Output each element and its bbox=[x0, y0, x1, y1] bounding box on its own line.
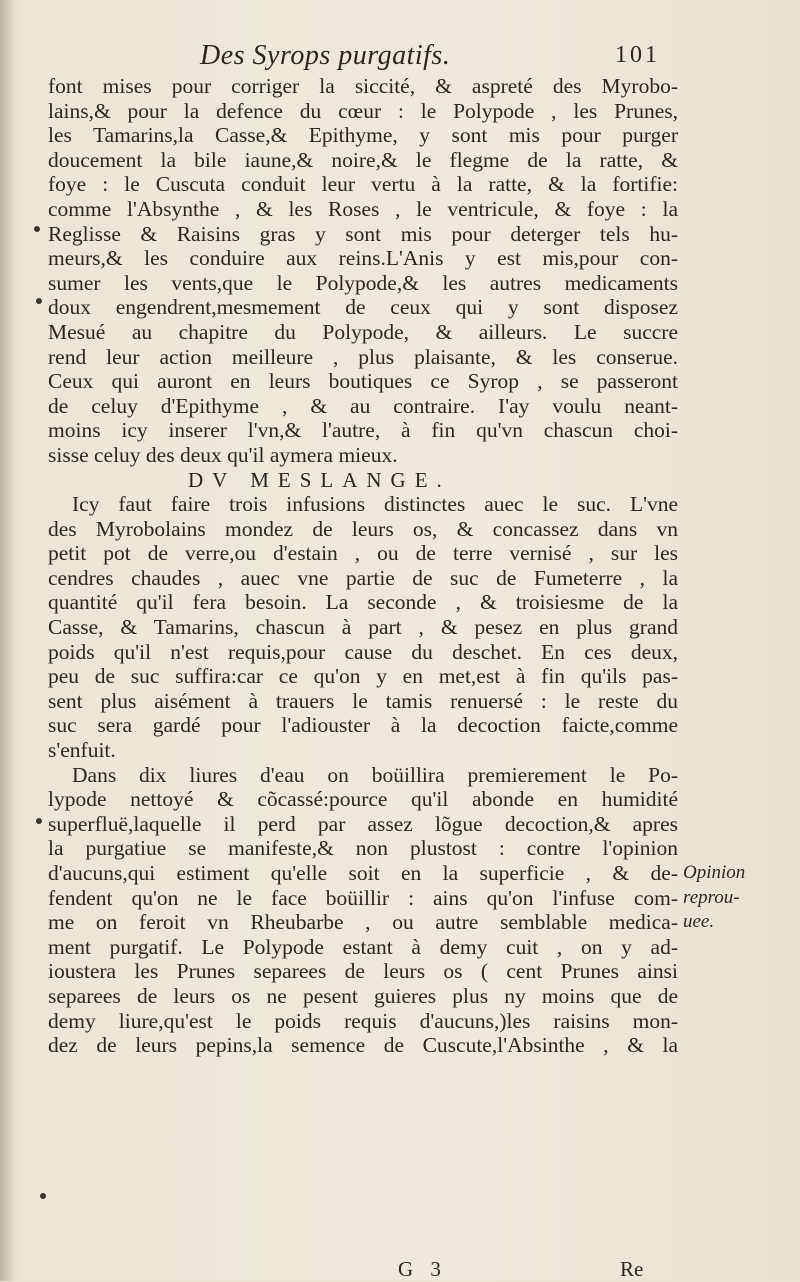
text-line: quantité qu'il fera besoin. La seconde , & troisiesme de la bbox=[48, 590, 678, 615]
text-line: cendres chaudes , auec vne partie de suc de Fumeterre , la bbox=[48, 565, 678, 590]
margin-note bbox=[683, 861, 793, 935]
signature-mark: G 3 bbox=[398, 1257, 447, 1281]
text-line: meurs,& les conduire aux reins.L'Anis y est mis,pour con- bbox=[48, 246, 678, 271]
text-line: d'aucuns,qui estiment qu'elle soit en la superficie , & de- bbox=[48, 861, 678, 885]
text-line: Reglisse & Raisins gras y sont mis pour deterger tels hu- bbox=[48, 221, 678, 246]
text-line: Dans dix liures d'eau on boüillira premierement le Po- bbox=[72, 762, 678, 787]
text-line: demy liure,qu'est le poids requis d'aucuns,)les raisins mon- bbox=[48, 1008, 678, 1033]
text-line: s'enfuit. bbox=[48, 738, 116, 763]
text-line: font mises pour corriger la siccité, & aspreté des Myrobo- bbox=[48, 74, 678, 98]
margin-ink-dot bbox=[34, 226, 40, 232]
text-line: suc sera gardé pour l'adiouster à la decoction faicte,comme bbox=[48, 713, 678, 738]
text-line: me on feroit vn Rheubarbe , ou autre semblable medica- bbox=[48, 910, 678, 935]
text-line: Mesué au chapitre du Polypode, & ailleurs. Le succre bbox=[48, 319, 678, 344]
text-line: sumer les vents,que le Polypode,& les autres medicaments bbox=[48, 270, 678, 295]
text-line: des Myrobolains mondez de leurs os, & concassez dans vn bbox=[48, 516, 678, 541]
text-line: peu de suc suffira:car ce qu'on y en met,est à fin qu'ils pas- bbox=[48, 664, 678, 689]
margin-note-line: uee. bbox=[683, 911, 715, 933]
section-heading: DV MESLANGE. bbox=[188, 467, 451, 492]
text-line: ment purgatif. Le Polypode estant à demy cuit , on y ad- bbox=[48, 934, 678, 959]
text-line: fendent qu'on ne le face boüillir : ains qu'on l'infuse com- bbox=[48, 885, 678, 910]
text-line: Ceux qui auront en leurs boutiques ce Syrop , se passeront bbox=[48, 369, 678, 394]
page-number: 101 bbox=[615, 42, 660, 68]
text-line: les Tamarins,la Casse,& Epithyme, y sont mis pour purger bbox=[48, 123, 678, 148]
margin-note-line: reprou- bbox=[683, 886, 740, 908]
margin-ink-dot bbox=[36, 818, 42, 824]
text-line: la purgatiue se manifeste,& non plustost : contre l'opinion bbox=[48, 836, 678, 861]
text-line: Icy faut faire trois infusions distinctes auec le suc. L'vne bbox=[72, 492, 678, 517]
text-line: poids qu'il n'est requis,pour cause du deschet. En ces deux, bbox=[48, 639, 678, 664]
margin-ink-dot bbox=[36, 298, 42, 304]
text-line: foye : le Cuscuta conduit leur vertu à la ratte, & la fortifie: bbox=[48, 172, 678, 197]
text-line: rend leur action meilleure , plus plaisante, & les conserue. bbox=[48, 344, 678, 369]
body-text bbox=[48, 74, 678, 1058]
text-line: lypode nettoyé & cõcassé:pource qu'il abonde en humidité bbox=[48, 787, 678, 812]
catchword: Re bbox=[620, 1257, 644, 1281]
text-line: comme l'Absynthe , & les Roses , le ventricule, & foye : la bbox=[48, 196, 678, 221]
text-line: sent plus aisément à trauers le tamis renuersé : le reste du bbox=[48, 688, 678, 713]
text-line: superfluë,laquelle il perd par assez lõgue decoction,& apres bbox=[48, 811, 678, 836]
text-line: sisse celuy des deux qu'il aymera mieux. bbox=[48, 442, 398, 467]
running-title: Des Syrops purgatifs. bbox=[200, 40, 451, 71]
gutter-shadow bbox=[0, 0, 14, 1281]
text-line: Casse, & Tamarins, chascun à part , & pesez en plus grand bbox=[48, 615, 678, 640]
text-line: lains,& pour la defence du cœur : le Polypode , les Prunes, bbox=[48, 98, 678, 123]
text-line: doucement la bile iaune,& noire,& le flegme de la ratte, & bbox=[48, 147, 678, 172]
text-line: doux engendrent,mesmement de ceux qui y sont disposez bbox=[48, 295, 678, 320]
text-line: petit pot de verre,ou d'estain , ou de terre vernisé , sur les bbox=[48, 541, 678, 566]
page-header bbox=[200, 40, 660, 74]
text-line: moins icy inserer l'vn,& l'autre, à fin qu'vn chascun choi- bbox=[48, 418, 678, 443]
margin-ink-dot bbox=[40, 1193, 46, 1199]
text-line: dez de leurs pepins,la semence de Cuscute,l'Absinthe , & la bbox=[48, 1033, 678, 1058]
text-line: de celuy d'Epithyme , & au contraire. I'ay voulu neant- bbox=[48, 393, 678, 418]
text-line: separees de leurs os ne pesent guieres plus ny moins que de bbox=[48, 983, 678, 1008]
text-line: ioustera les Prunes separees de leurs os ( cent Prunes ainsi bbox=[48, 959, 678, 984]
margin-note-line: Opinion bbox=[683, 862, 746, 883]
